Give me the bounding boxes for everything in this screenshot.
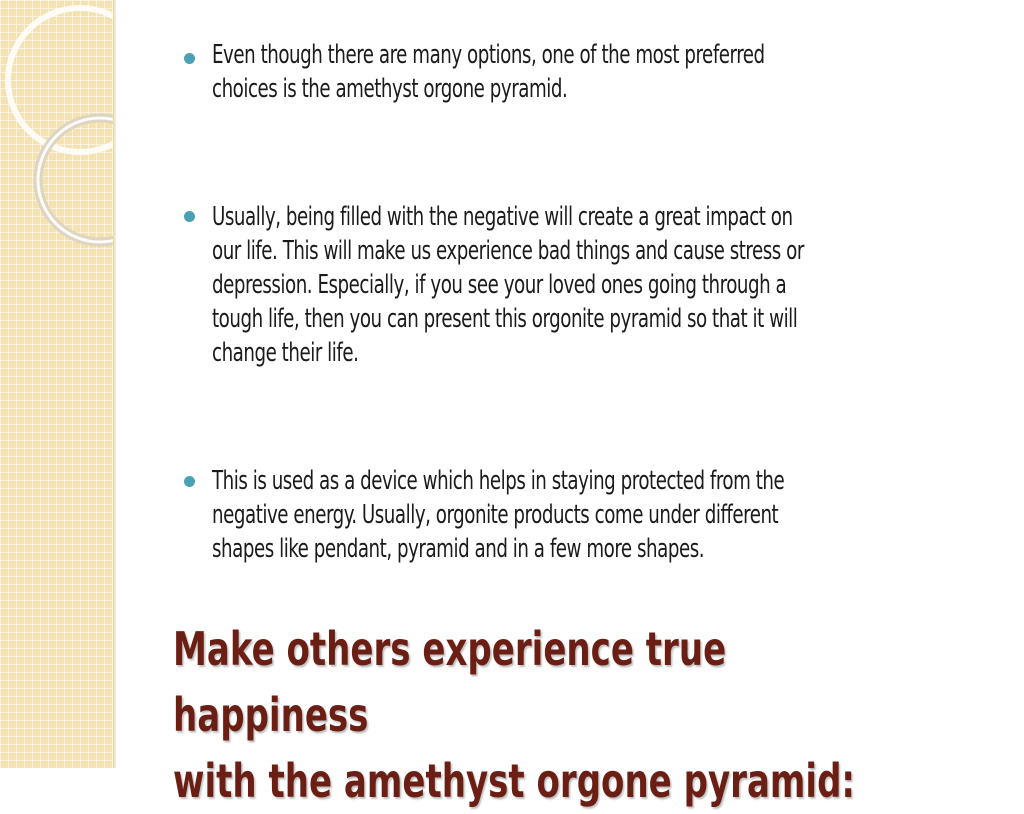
bullet-item	[212, 38, 820, 106]
bullet-line: This is used as a device which helps in staying protected from the	[212, 466, 785, 496]
bullet-line: our life. This will make us experience bad things and cause stress or	[212, 236, 804, 266]
bullet-line: tough life, then you can present this orgonite pyramid so that it will	[212, 304, 798, 334]
bullet-dot-icon	[184, 476, 195, 487]
bullet-dot-icon	[184, 211, 195, 222]
bullet-line: choices is the amethyst orgone pyramid.	[212, 74, 568, 104]
bullet-line: shapes like pendant, pyramid and in a few more shapes.	[212, 534, 705, 564]
title-line: with the amethyst orgone pyramid:	[173, 754, 856, 808]
bullet-dot-icon	[184, 53, 195, 64]
bullet-line: change their life.	[212, 338, 359, 368]
bullet-line: Even though there are many options, one of the most preferred	[212, 40, 765, 70]
bullet-line: depression. Especially, if you see your loved ones going through a	[212, 270, 787, 300]
slide-title	[173, 616, 913, 814]
title-line: Make others experience true happiness	[173, 622, 727, 742]
bullet-line: negative energy. Usually, orgonite products come under different	[212, 500, 779, 530]
bullet-item	[212, 200, 820, 370]
bullet-line: Usually, being filled with the negative will create a great impact on	[212, 202, 793, 232]
bullet-item	[212, 464, 820, 566]
